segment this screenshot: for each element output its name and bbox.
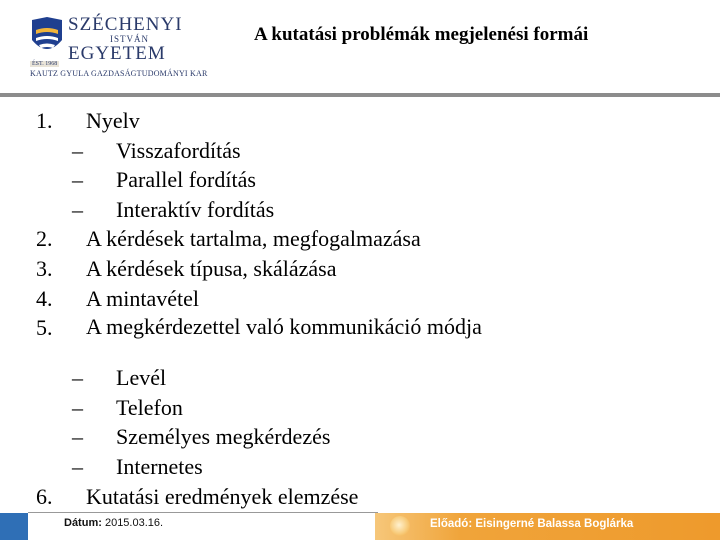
logo-line2: ISTVÁN (110, 34, 149, 44)
footer-speaker: Előadó: Eisingerné Balassa Boglárka (430, 518, 634, 530)
item-number: 2. (36, 226, 53, 252)
footer-circle-icon (390, 516, 410, 536)
list-item (30, 284, 500, 314)
header-divider (0, 93, 720, 97)
logo-line3: EGYETEM (68, 43, 166, 64)
item-text: A mintavétel (86, 285, 200, 311)
sub-item-text: Interaktív fordítás (116, 196, 275, 222)
item-number: 4. (36, 285, 53, 311)
item-number: 6. (36, 483, 53, 509)
list-item (30, 224, 500, 254)
sub-list-item (30, 363, 500, 393)
sub-list-item (30, 422, 500, 452)
slide-title: A kutatási problémák megjelenési formái (254, 24, 589, 45)
sub-item-text: Telefon (116, 394, 183, 420)
logo-line1: SZÉCHENYI (68, 14, 183, 35)
item-text: A megkérdezettel való kommunikáció módja (86, 314, 482, 340)
outline-list (30, 106, 500, 511)
list-item (30, 313, 500, 363)
sub-item-text: Visszafordítás (116, 137, 241, 163)
footer-blue-bar (0, 513, 28, 540)
dash-bullet: – (72, 394, 83, 420)
sub-item-text: Személyes megkérdezés (116, 424, 331, 450)
list-item (30, 106, 500, 136)
dash-bullet: – (72, 196, 83, 222)
sub-list-item (30, 195, 500, 225)
date-label: Dátum: (64, 517, 102, 529)
item-number: 1. (36, 108, 53, 133)
item-number: 5. (36, 315, 53, 341)
sub-item-text: Parallel fordítás (116, 167, 256, 193)
dash-bullet: – (72, 365, 83, 391)
date-value: 2015.03.16. (104, 517, 164, 529)
item-text: A kérdések tartalma, megfogalmazása (86, 226, 421, 252)
item-text: A kérdések típusa, skálázása (86, 255, 337, 281)
sub-list-item (30, 165, 500, 195)
logo-faculty: KAUTZ GYULA GAZDASÁGTUDOMÁNYI KAR (30, 69, 208, 78)
list-item (30, 482, 500, 512)
dash-bullet: – (72, 137, 83, 163)
item-text: Kutatási eredmények elemzése (86, 483, 359, 509)
sub-item-text: Internetes (116, 453, 203, 479)
dash-bullet: – (72, 167, 83, 193)
item-text: Nyelv (86, 108, 140, 133)
item-number: 3. (36, 255, 53, 281)
footer-date (64, 517, 163, 529)
footer-rule (28, 512, 378, 513)
university-logo (30, 14, 225, 80)
dash-bullet: – (72, 424, 83, 450)
university-emblem-icon (30, 16, 64, 60)
sub-item-text: Levél (116, 365, 167, 391)
logo-year: ÉST. 1968 (32, 61, 58, 67)
sub-list-item (30, 136, 500, 166)
sub-list-item (30, 452, 500, 482)
sub-list-item (30, 393, 500, 423)
list-item (30, 254, 500, 284)
dash-bullet: – (72, 453, 83, 479)
